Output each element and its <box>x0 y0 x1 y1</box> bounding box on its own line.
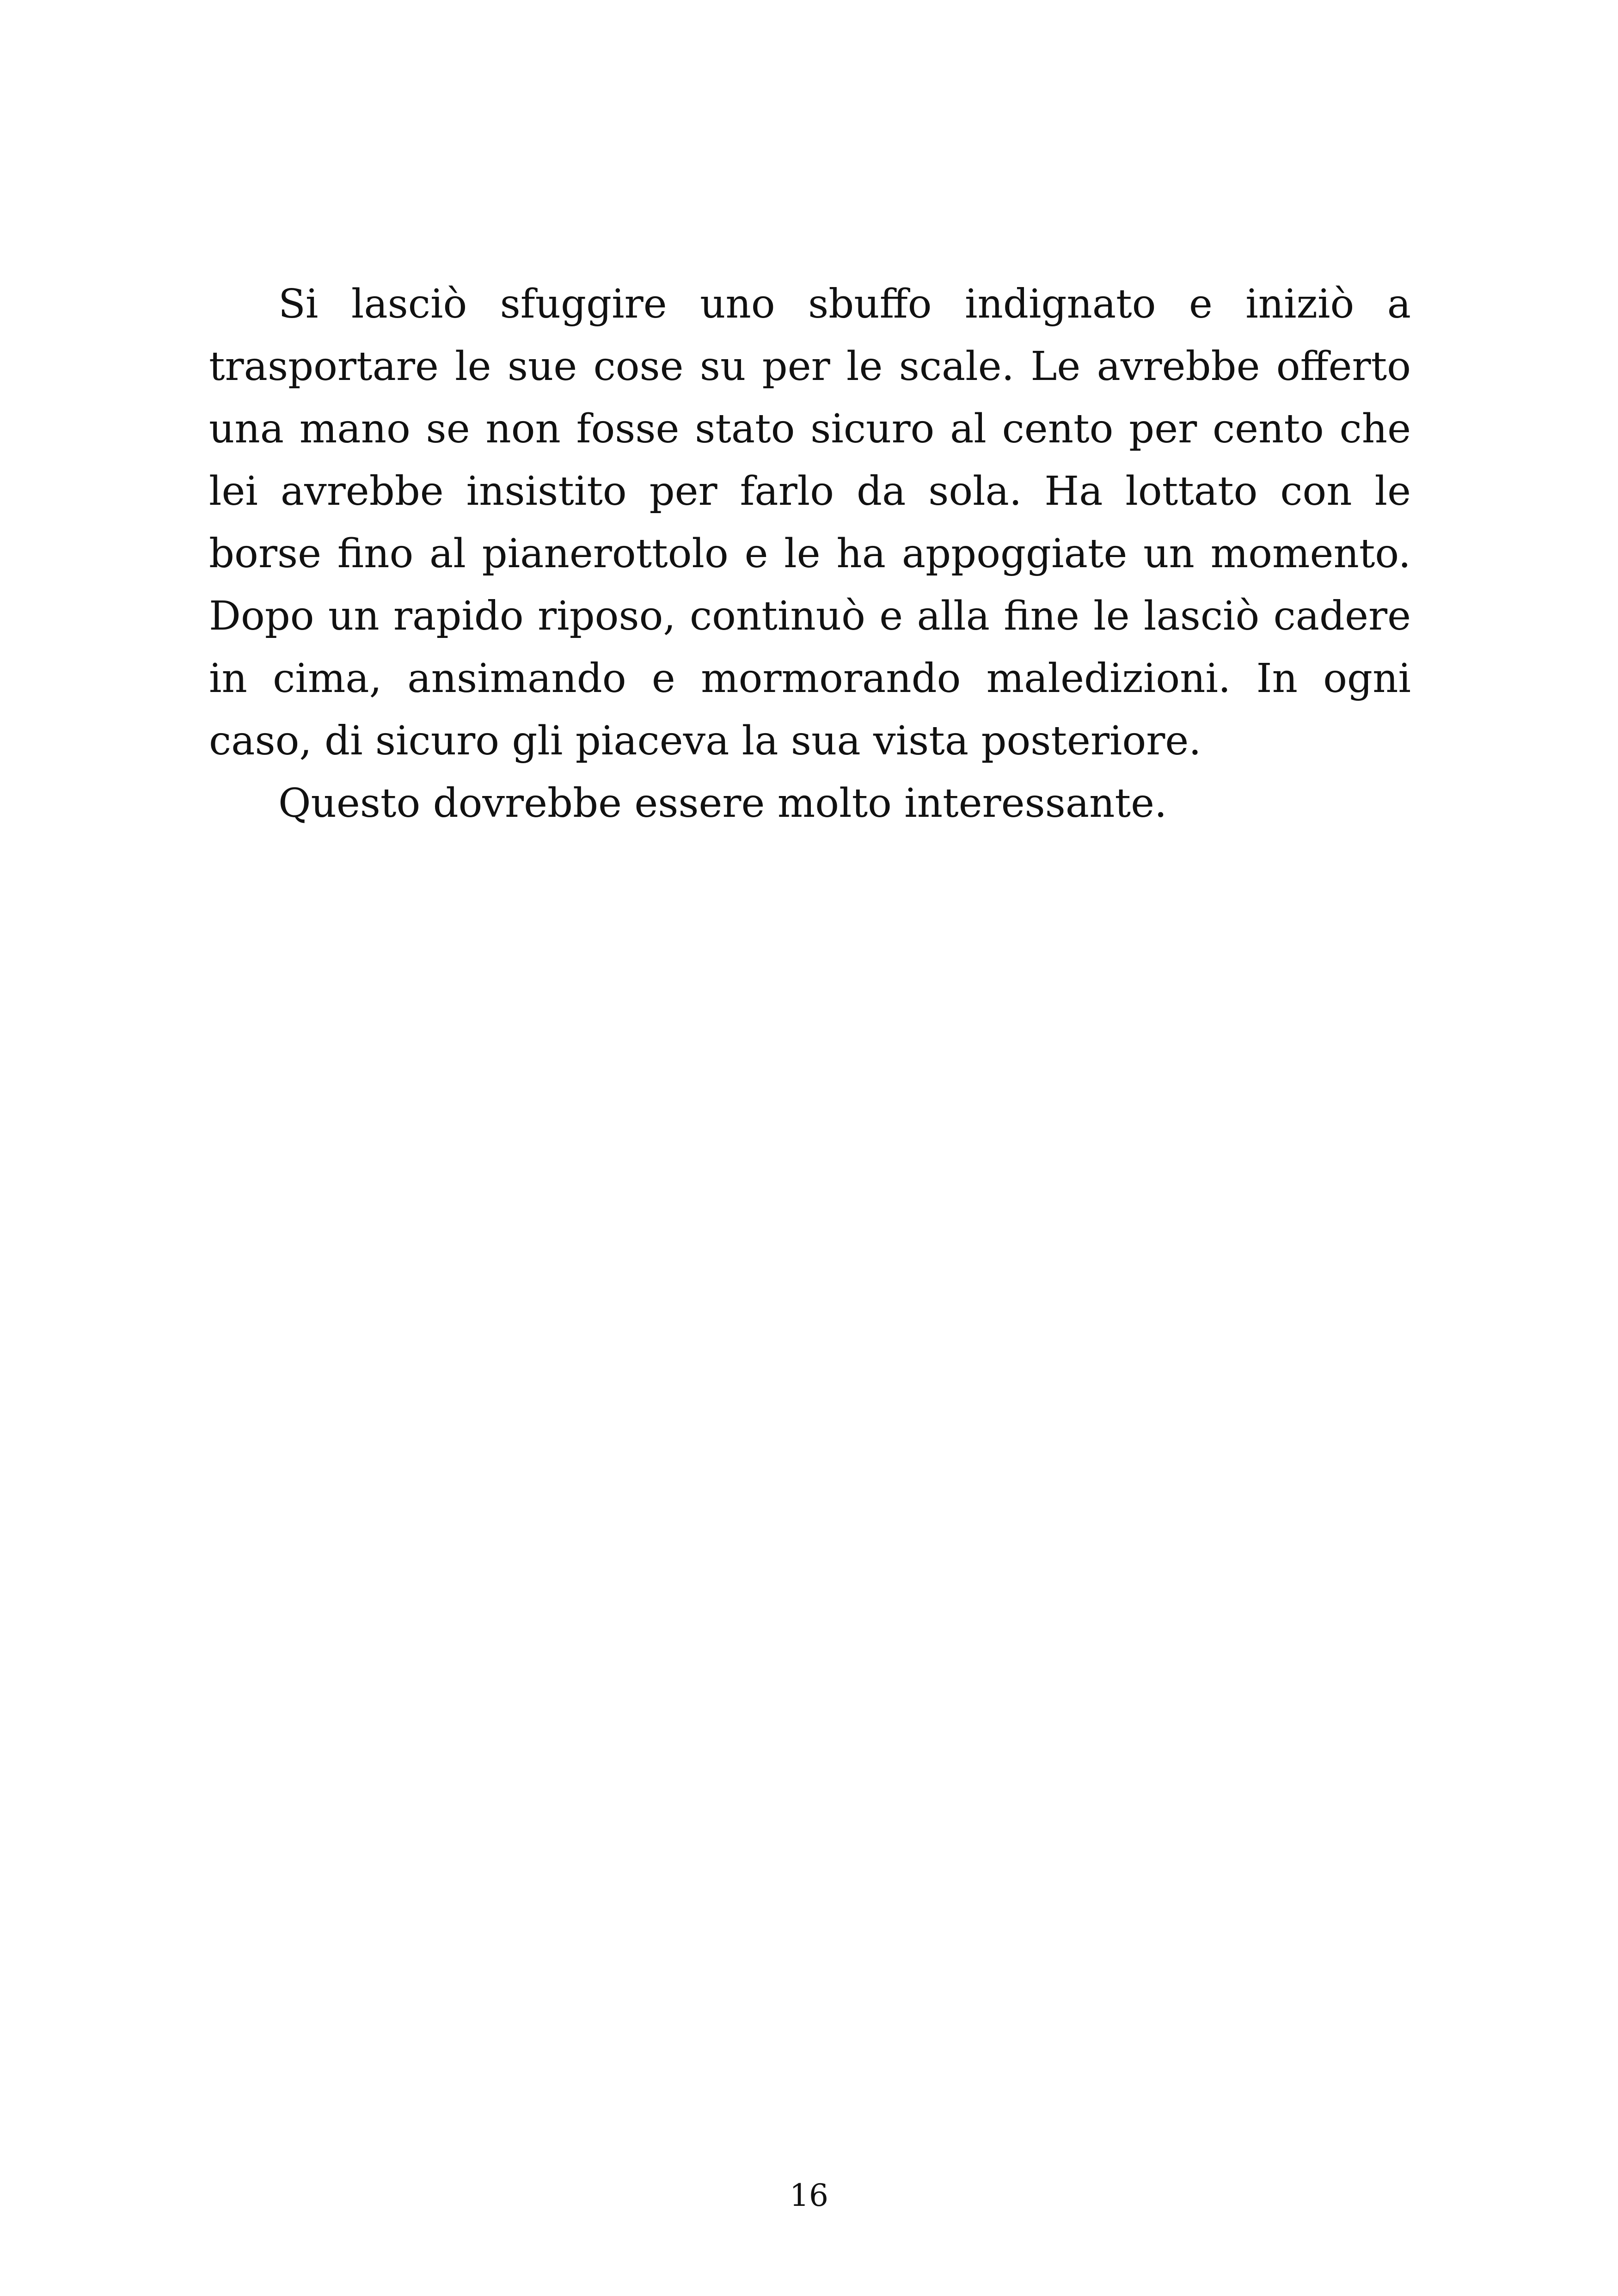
body-text <box>209 273 1411 835</box>
page-number: 16 <box>790 2178 828 2213</box>
paragraph-1: Si lasciò sfuggire uno sbuffo indignato e iniziò a trasportare le sue cose su per le scale. Le avrebbe offerto una mano se non fosse stato sicuro al cento per cento che lei avrebbe insistito per farlo da sola. Ha lottato con le borse fino al pianerottolo e le ha appoggiate un momento. Dopo un rapido riposo, continuò e alla fine le lasciò cadere in cima, ansimando e mormorando maledizioni. In ogni caso, di sicuro gli piaceva la sua vista posteriore. <box>209 281 1411 764</box>
paragraph-2: Questo dovrebbe essere molto interessante. <box>278 780 1167 827</box>
